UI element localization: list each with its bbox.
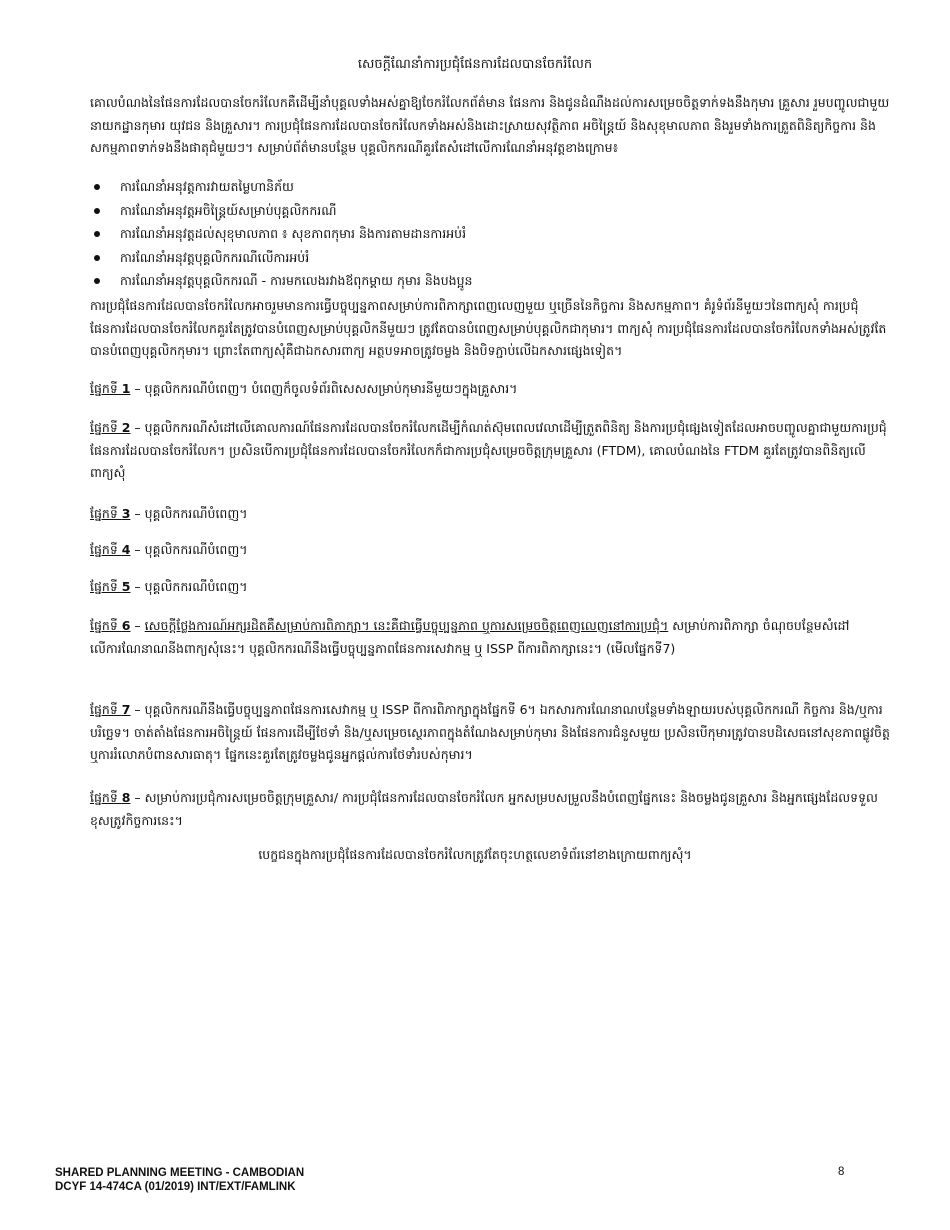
section-text: – បុគ្គលិកករណីបំពេញ។ — [130, 542, 248, 557]
page-title: សេចក្តីណែនាំការប្រជុំផែនការដែលបានចែករំលែក — [357, 57, 593, 72]
section-text: – បុគ្គលិកករណីបំពេញ។ បំពេញក៏ចូលទំព័រពិសេសសម្រាប់កុមារនីមួយៗក្នុងគ្រួសារ។ — [130, 381, 518, 396]
instructions-paragraph: ការប្រជុំផែនការដែលបានចែករំលែកអាចរួមមានការធ្វើបច្ចុប្បន្នភាពសម្រាប់ការពិភាក្សាពេញលេញមួយ ឬច្រើននៃកិច្ចការ និងសកម្មភាព។ គំរូទំព័រនីមួយៗនៃពាក្យសុំ ការប្រជុំផែនការដែលបានចែករំលែកគួរតែត្រូវបានបំពេញសម្រាប់បុគ្គលិកនីមួយៗ ត្រូវតែបានបំពេញសម្រាប់បុគ្គលិកជាកុមារ។ ពាក្យសុំ ការប្រជុំផែនការដែលបានចែករំលែកទាំងអស់ត្រូវតែបានបំពេញបុគ្គលិកកុមារ។ ព្រោះតែពាក្យសុំគឺជាឯកសារពាក្យ អត្ថបទអាចត្រូវចម្លង និងបិទភ្ជាប់លើឯកសារផ្សេងទៀត។ — [90, 298, 887, 358]
list-item: ការណែនាំអនុវត្តដល់សុខុមាលភាព ៖ សុខភាពកុមារ និងការតាមដានការអប់រំ — [90, 222, 850, 246]
list-item: ការណែនាំអនុវត្តបុគ្គលិកករណី - ការមកលេងរវាងឪពុកម្តាយ កុមារ និងបងប្អូន — [90, 269, 850, 293]
section-1 — [90, 378, 890, 401]
section-label: ផ្នែកទី 4 — [90, 542, 131, 557]
section-label: ផ្នែកទី 7 — [90, 702, 131, 717]
section-8 — [90, 787, 890, 832]
closing-note: បេក្ខជនក្នុងការប្រជុំផែនការដែលបានចែករំលែកត្រូវតែចុះហត្ថលេខាទំព័រនៅខាងក្រោយពាក្យសុំ។ — [258, 847, 692, 862]
section-label: ផ្នែកទី 2 — [90, 420, 131, 435]
list-item: ការណែនាំអនុវត្តបុគ្គលិកករណីលើការអប់រំ — [90, 246, 850, 270]
footer — [55, 1166, 304, 1194]
section-label: ផ្នែកទី 3 — [90, 506, 131, 521]
page-number: 8 — [838, 1166, 845, 1178]
footer-form-number: DCYF 14-474CA (01/2019) INT/EXT/FAMLINK — [55, 1181, 296, 1193]
section-label: ផ្នែកទី 5 — [90, 579, 131, 594]
footer-form-title: SHARED PLANNING MEETING - CAMBODIAN — [55, 1167, 305, 1179]
section-3 — [90, 503, 890, 526]
guidance-list — [90, 175, 850, 293]
list-item: ការណែនាំអនុវត្តអចិន្ត្រៃយ៍សម្រាប់បុគ្គលិកករណី — [90, 199, 850, 223]
section-text: – បុគ្គលិកករណីបំពេញ។ — [130, 506, 248, 521]
section-label: ផ្នែកទី 8 — [90, 790, 131, 805]
section-5 — [90, 576, 890, 599]
section-text: – បុគ្គលិកករណីបំពេញ។ — [130, 579, 248, 594]
section-text: – បុគ្គលិកករណីនឹងធ្វើបច្ចុប្បន្នភាពផែនការសេវាកម្ម ឬ ISSP ពីការពិភាក្សាក្នុងផ្នែកទី 6។ ឯកសារការណែនាណបន្ថែមទាំងឡាយរបស់បុគ្គលិកករណី កិច្ចការ និង/ឬការបរិច្ឆេទ។ ចាត់តាំងផែនការអចិន្ត្រៃយ៍ ផែនការដើម្បីថែទាំ និង/ឬសម្រេចស្ថេរភាពក្នុងតំណែងសម្រាប់កុមារ និងផែនការជំនួសមួយ ប្រសិនបើកុមារត្រូវបានបដិសេធនៅសុខភាពផ្លូវចិត្ត ឬការរំលោភបំពានសារធាតុ។ ផ្នែកនេះគួរតែត្រូវចម្លងជូនអ្នកផ្តល់ការថែទាំរបស់កុមារ។ — [90, 702, 890, 762]
section-text: – សម្រាប់ការប្រជុំការសម្រេចចិត្តក្រុមគ្រួសារ/ ការប្រជុំផែនការដែលបានចែករំលែក អ្នកសម្របសម្រួលនឹងបំពេញផ្នែកនេះ និងចម្លងជូនគ្រួសារ និងអ្នកផ្សេងដែលទទួលខុសត្រូវកិច្ចការនេះ។ — [90, 790, 878, 828]
section-2 — [90, 417, 890, 485]
section-6: ផ្នែកទី 6 – សេចក្តីថ្លែងការណ៍អក្សរដិតគឺសម្រាប់ការពិភាក្សា។ នេះគឺជាធ្វើបច្ចុប្បន្នភាព ឬការសម្រេចចិត្តពេញលេញនៅការប្រជុំ។ សម្រាប់ការពិភាក្សា ចំណុចបន្ថែមសំដៅលើការណែនាណនីងពាក្យសុំនេះ។ បុគ្គលិកករណីនឹងធ្វើបច្ចុប្បន្នភាពផែនការសេវាកម្ម ឬ ISSP ពីការពិភាក្សានេះ។ (មើលផ្នែកទី7) — [90, 618, 850, 656]
list-item: ការណែនាំអនុវត្តការវាយតម្លៃហានិភ័យ — [90, 175, 850, 199]
intro-paragraph: គោលបំណងនៃផែនការដែលបានចែករំលែកគឺដើម្បីនាំបុគ្គលទាំងអស់គ្នាឱ្យចែករំលែកព័ត៌មាន ផែនការ និងជូនដំណឹងដល់ការសម្រេចចិត្តទាក់ទងនឹងកុមារ គ្រួសារ រួមបញ្ចូលជាមួយនាយកដ្ឋានកុមារ យុវជន និងគ្រួសារ។ ការប្រជុំផែនការដែលបានចែករំលែកទាំងអស់និងដោះស្រាយសុវត្ថិភាព អចិន្ត្រៃយ៍ និងសុខុមាលភាព និងរួមទាំងការត្រួតពិនិត្យកិច្ចការ និងសកម្មភាពទាក់ទងនឹងផាតុជំមួយៗ។ សម្រាប់ព័ត៌មានបន្ថែម បុគ្គលិកករណីគួរតែសំដៅលើការណែនាំអនុវត្តខាងក្រោម៖ — [90, 95, 890, 155]
section-text: – បុគ្គលិកករណីសំដៅលើគោលការណ៍ផែនការដែលបានចែករំលែកដើម្បីកំណត់ស៊ុមពេលវេលាដើម្បីត្រួតពិនិត្យ និងការប្រជុំផ្សេងទៀតដែលអាចបញ្ចូលគ្នាជាមួយការប្រជុំផែនការដែលបានចែករំលែក។ ប្រសិនបើការប្រជុំផែនការដែលបានចែករំលែកក៏ជាការប្រជុំសម្រេចចិត្តក្រុមគ្រួសារ (FTDM), គោលបំណងនៃ FTDM គួរតែត្រូវបានពិនិត្យលើពាក្យសុំ — [90, 420, 887, 480]
section-text: សម្រាប់ការពិភាក្សា ចំណុចបន្ថែមសំដៅលើការណែនាណនីងពាក្យសុំនេះ។ បុគ្គលិកករណីនឹងធ្វើបច្ចុប្បន្នភាពផែនការសេវាកម្ម ឬ ISSP ពីការពិភាក្សានេះ។ (មើលផ្នែកទី7) — [90, 618, 850, 656]
section-label: ផ្នែកទី 1 — [90, 381, 131, 396]
section-emphasis: សេចក្តីថ្លែងការណ៍អក្សរដិតគឺសម្រាប់ការពិភាក្សា។ នេះគឺជាធ្វើបច្ចុប្បន្នភាព ឬការសម្រេចចិត្តពេញលេញនៅការប្រជុំ។ — [144, 618, 669, 633]
section-4 — [90, 539, 890, 562]
section-7 — [90, 699, 890, 767]
section-label: ផ្នែកទី 6 — [90, 618, 131, 633]
